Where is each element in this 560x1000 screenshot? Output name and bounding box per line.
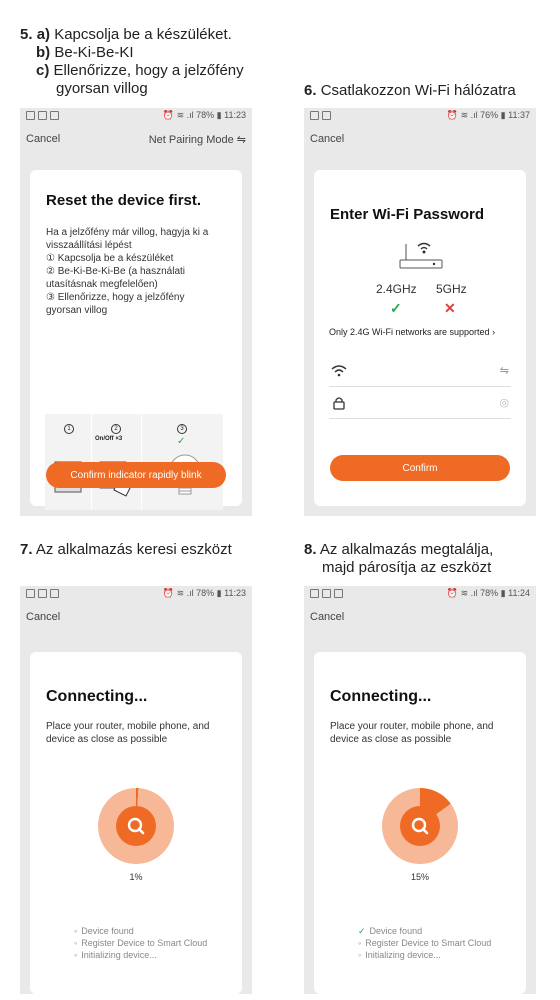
step-number-3: 3 xyxy=(177,424,187,434)
cancel-button[interactable]: Cancel xyxy=(310,133,345,145)
card-title: Enter Wi-Fi Password xyxy=(330,206,485,223)
status-bar xyxy=(20,108,252,123)
progress-percent: 1% xyxy=(129,872,143,882)
notification-icons xyxy=(310,111,331,120)
band-5ghz-label: 5GHz xyxy=(436,282,467,296)
card-title: Connecting... xyxy=(330,688,432,705)
search-icon xyxy=(126,816,146,836)
step-8-caption: 8. Az alkalmazás megtalálja, majd párosítja az eszközt xyxy=(304,541,494,576)
on-off-label: On/Off ×3 xyxy=(95,436,123,442)
search-icon xyxy=(410,816,430,836)
net-pairing-mode-switch[interactable]: Net Pairing Mode ⇋ xyxy=(148,133,246,146)
wifi-card xyxy=(314,170,526,506)
pending-dot-icon: ◦ xyxy=(74,950,78,960)
phone-connecting-screen-1 xyxy=(20,586,252,994)
pending-dot-icon: ◦ xyxy=(358,938,362,948)
network-support-note[interactable]: Only 2.4G Wi-Fi networks are supported › xyxy=(329,327,496,337)
check-icon: ✓ xyxy=(390,300,402,316)
status-right: ⏰ ≋ .ıl 78% ▮ 11:23 xyxy=(162,110,246,120)
pending-dot-icon: ◦ xyxy=(74,938,78,948)
lock-icon xyxy=(333,396,345,410)
cancel-button[interactable]: Cancel xyxy=(26,611,61,623)
step-6-caption: 6. Csatlakozzon Wi-Fi hálózatra xyxy=(304,82,516,99)
status-right: ⏰ ≋ .ıl 76% ▮ 11:37 xyxy=(446,110,530,120)
list-item: ◦ Initializing device... xyxy=(358,950,441,960)
connection-steps xyxy=(74,925,207,961)
cancel-button[interactable]: Cancel xyxy=(310,611,345,623)
confirm-blink-button[interactable]: Confirm indicator rapidly blink xyxy=(46,462,226,488)
list-item: ✓ Device found xyxy=(358,926,423,936)
step-5-caption: 5. a) Kapcsolja be a készüléket. b) Be-Ki-Be-KI c) Ellenőrizze, hogy a jelzőfény gyorsan villog xyxy=(20,26,244,97)
check-icon: ✓ xyxy=(177,436,186,447)
phone-connecting-screen-2 xyxy=(304,586,536,994)
check-icon: ✓ xyxy=(358,926,366,936)
list-item: ◦ Initializing device... xyxy=(74,950,157,960)
progress-percent: 15% xyxy=(410,872,429,882)
status-bar xyxy=(20,586,252,601)
instructions: Place your router, mobile phone, and device as close as possible xyxy=(46,721,210,745)
status-bar xyxy=(304,586,536,601)
step-number-2: 2 xyxy=(111,424,121,434)
band-24ghz-label: 2.4GHz xyxy=(376,282,417,296)
phone-wifi-screen xyxy=(304,108,536,516)
connecting-card xyxy=(30,652,242,994)
notification-icons xyxy=(26,111,59,120)
connecting-card xyxy=(314,652,526,994)
step-7-caption: 7. Az alkalmazás keresi eszközt xyxy=(20,541,232,558)
status-bar xyxy=(304,108,536,123)
wifi-password-field[interactable] xyxy=(329,388,511,419)
reset-card xyxy=(30,170,242,506)
step-number-1: 1 xyxy=(64,424,74,434)
cancel-button[interactable]: Cancel xyxy=(26,133,61,145)
router-icon xyxy=(396,238,446,272)
wifi-ssid-field[interactable] xyxy=(329,356,511,387)
status-right: ⏰ ≋ .ıl 78% ▮ 11:24 xyxy=(446,588,530,598)
connection-steps xyxy=(358,925,491,961)
phone-reset-screen xyxy=(20,108,252,516)
pending-dot-icon: ◦ xyxy=(74,926,78,936)
card-title: Reset the device first. xyxy=(46,192,202,209)
status-right: ⏰ ≋ .ıl 78% ▮ 11:23 xyxy=(162,588,246,598)
card-title: Connecting... xyxy=(46,688,148,705)
list-item: ◦ Register Device to Smart Cloud xyxy=(358,938,492,948)
pending-dot-icon: ◦ xyxy=(358,950,362,960)
wifi-icon xyxy=(331,365,347,377)
instructions: Place your router, mobile phone, and device as close as possible xyxy=(330,721,494,745)
notification-icons xyxy=(26,589,59,598)
list-item: ◦ Device found xyxy=(74,926,134,936)
confirm-button[interactable]: Confirm xyxy=(330,455,510,481)
cross-icon: ✕ xyxy=(444,300,456,316)
show-password-icon[interactable]: ◎ xyxy=(499,397,509,409)
reset-instructions: Ha a jelzőfény már villog, hagyja ki a visszaállítási lépést ① Kapcsolja be a készüléket ② Be-Ki-Be-Ki-Be (a használati utasításnak megfelelően) ③ Ellenőrizze, hogy a jelzőfény gyorsan villog xyxy=(46,227,209,316)
notification-icons xyxy=(310,589,343,598)
list-item: ◦ Register Device to Smart Cloud xyxy=(74,938,208,948)
switch-network-icon[interactable]: ⇋ xyxy=(499,365,509,377)
